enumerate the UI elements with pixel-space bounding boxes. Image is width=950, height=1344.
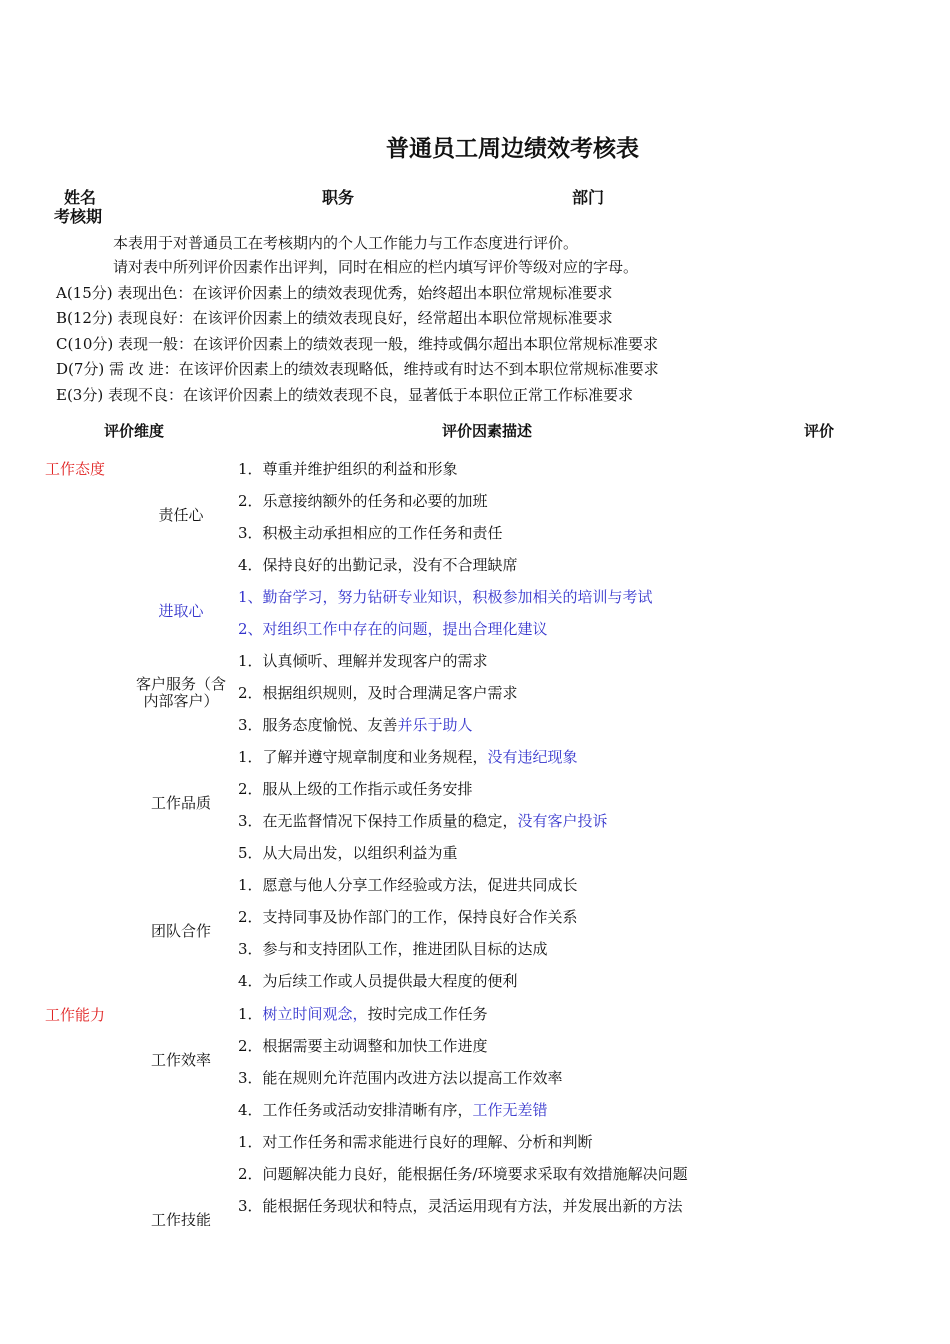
item-row: 1．树立时间观念，按时完成工作任务	[238, 1005, 488, 1023]
sub-efficiency: 工作效率	[150, 1051, 211, 1069]
item-row: 5．从大局出发，以组织利益为重	[238, 844, 458, 862]
item-row: 1．尊重并维护组织的利益和形象	[238, 460, 458, 478]
period-label: 考核期	[54, 207, 103, 226]
item-row: 2．支持同事及协作部门的工作，保持良好合作关系	[238, 908, 578, 926]
category-ability: 工作能力	[45, 1006, 106, 1024]
item-row: 2．根据组织规则，及时合理满足客户需求	[238, 684, 518, 702]
level-c: C(10分) 表现一般：在该评价因素上的绩效表现一般，维持或偶尔超出本职位常规标准要求	[56, 335, 659, 353]
sub-initiative: 进取心	[158, 602, 204, 620]
item-row: 3．能在规则允许范围内改进方法以提高工作效率	[238, 1069, 563, 1087]
item-row: 3．在无监督情况下保持工作质量的稳定，没有客户投诉	[238, 812, 608, 830]
item-row: 4．保持良好的出勤记录，没有不合理缺席	[238, 556, 518, 574]
item-row: 2．乐意接纳额外的任务和必要的加班	[238, 492, 488, 510]
item-row: 1．对工作任务和需求能进行良好的理解、分析和判断	[238, 1133, 593, 1151]
item-row: 1．愿意与他人分享工作经验或方法，促进共同成长	[238, 876, 578, 894]
page-title: 普通员工周边绩效考核表	[386, 136, 639, 162]
sub-skill: 工作技能	[150, 1211, 211, 1226]
intro-line-1: 本表用于对普通员工在考核期内的个人工作能力与工作态度进行评价。	[113, 234, 579, 252]
item-row: 1、勤奋学习，努力钻研专业知识，积极参加相关的培训与考试	[238, 588, 653, 606]
item-row: 2．服从上级的工作指示或任务安排	[238, 780, 473, 798]
name-label: 姓名	[64, 188, 97, 207]
sub-customer-service	[126, 676, 236, 710]
column-rating: 评价	[804, 422, 835, 440]
sub-customer-service-line2: 内部客户）	[143, 692, 219, 710]
item-row: 2、对组织工作中存在的问题，提出合理化建议	[238, 620, 548, 638]
sub-teamwork: 团队合作	[150, 922, 211, 940]
category-attitude: 工作态度	[45, 460, 106, 478]
sub-quality: 工作品质	[150, 794, 211, 812]
column-description: 评价因素描述	[442, 422, 533, 440]
item-row: 3．积极主动承担相应的工作任务和责任	[238, 524, 503, 542]
sub-customer-service-line1: 客户服务（含	[135, 675, 226, 693]
level-d: D(7分) 需 改 进：在该评价因素上的绩效表现略低，维持或有时达不到本职位常规标准要求	[56, 360, 659, 378]
item-row: 2．问题解决能力良好，能根据任务/环境要求采取有效措施解决问题	[238, 1165, 688, 1183]
item-row: 4．工作任务或活动安排清晰有序，工作无差错	[238, 1101, 548, 1119]
item-row: 1．了解并遵守规章制度和业务规程，没有违纪现象	[238, 748, 578, 766]
item-row: 3．参与和支持团队工作，推进团队目标的达成	[238, 940, 548, 958]
item-row: 3．服务态度愉悦、友善并乐于助人	[238, 716, 473, 734]
position-label: 职务	[322, 188, 355, 207]
item-row: 3．能根据任务现状和特点，灵活运用现有方法，并发展出新的方法	[238, 1197, 683, 1215]
department-label: 部门	[572, 188, 605, 207]
intro-line-2: 请对表中所列评价因素作出评判，同时在相应的栏内填写评价等级对应的字母。	[113, 258, 639, 276]
sub-responsibility: 责任心	[158, 506, 204, 524]
item-row: 1．认真倾听、理解并发现客户的需求	[238, 652, 488, 670]
item-row: 2．根据需要主动调整和加快工作进度	[238, 1037, 488, 1055]
item-row: 4．为后续工作或人员提供最大程度的便利	[238, 972, 518, 990]
level-b: B(12分) 表现良好：在该评价因素上的绩效表现良好，经常超出本职位常规标准要求	[56, 309, 613, 327]
column-dimension: 评价维度	[104, 422, 165, 440]
level-e: E(3分) 表现不良：在该评价因素上的绩效表现不良，显著低于本职位正常工作标准要求	[56, 386, 633, 404]
level-a: A(15分) 表现出色：在该评价因素上的绩效表现优秀，始终超出本职位常规标准要求	[56, 284, 613, 302]
